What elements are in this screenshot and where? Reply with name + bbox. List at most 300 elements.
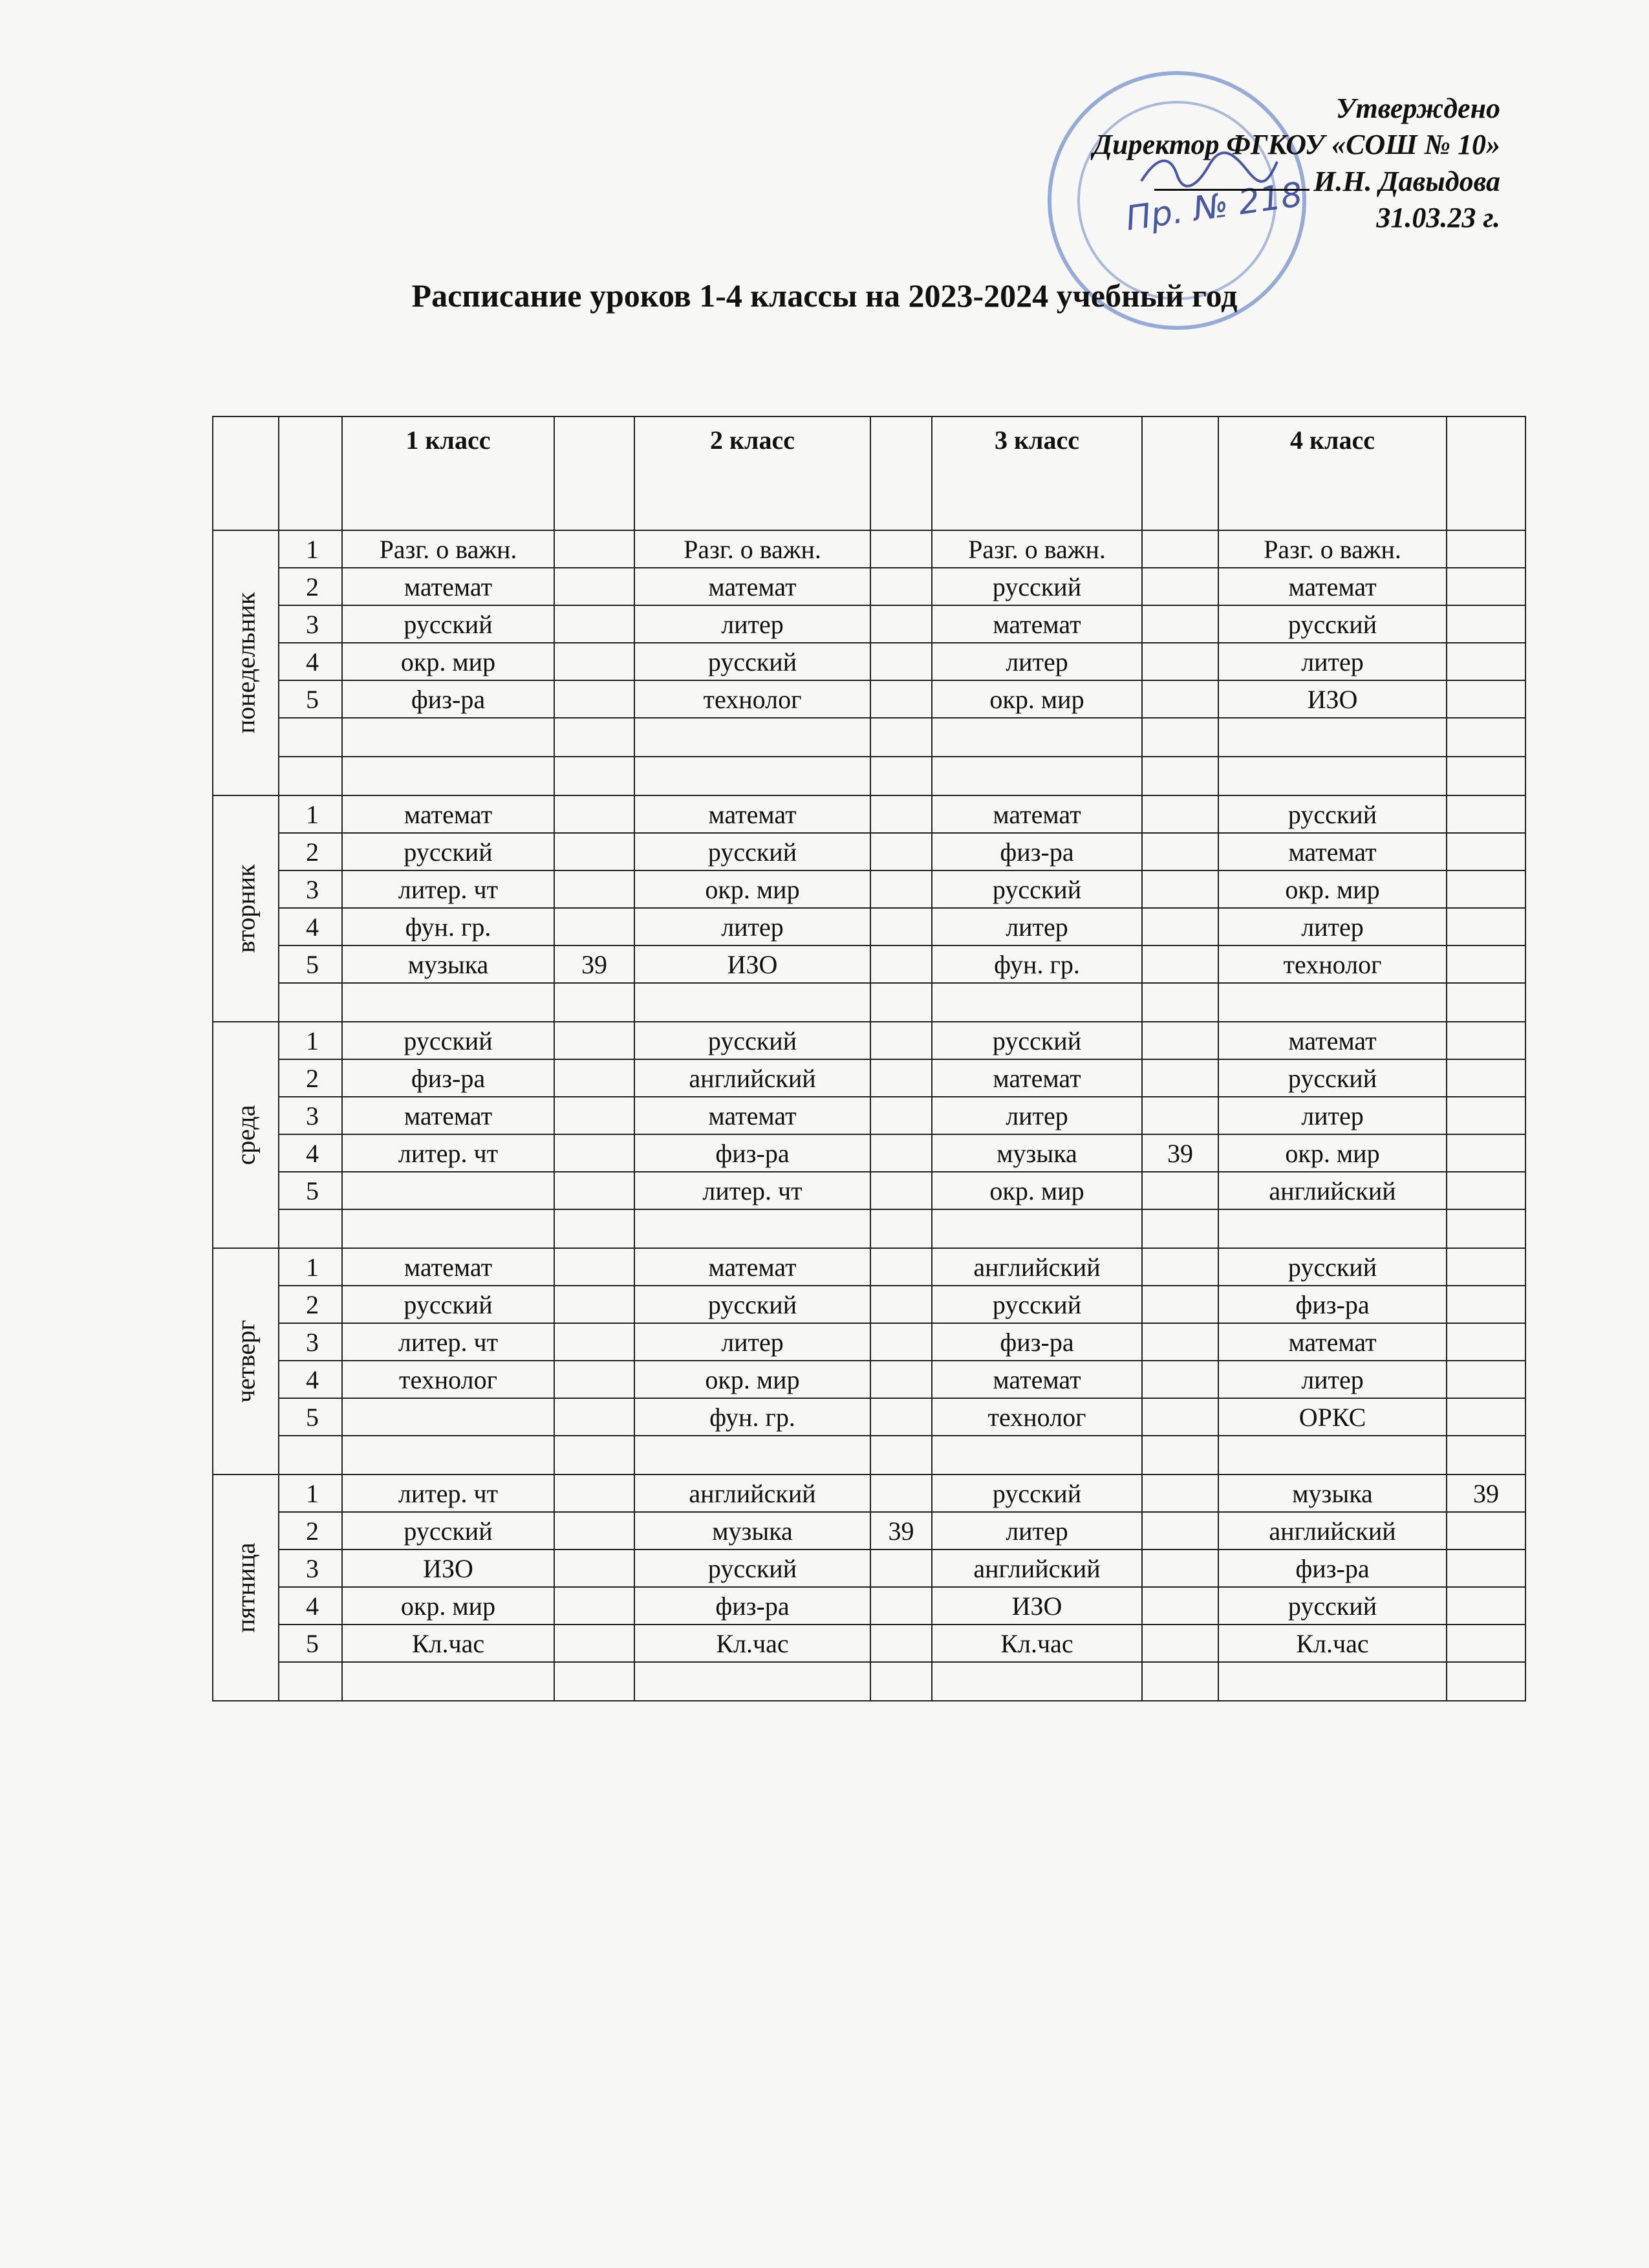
class-4-room xyxy=(1447,1398,1525,1436)
table-row xyxy=(213,1550,1525,1587)
table-row xyxy=(213,757,1525,795)
lesson-number: 3 xyxy=(279,870,342,908)
lesson-number: 5 xyxy=(279,1172,342,1209)
class-4-subject: физ-ра xyxy=(1218,1550,1447,1587)
table-row xyxy=(213,1097,1525,1134)
room-header xyxy=(1142,416,1218,530)
table-row xyxy=(213,680,1525,718)
class-4-subject: ИЗО xyxy=(1218,680,1447,718)
class-2-subject: русский xyxy=(634,1550,870,1587)
class-4-room xyxy=(1447,568,1525,605)
class-3-subject: русский xyxy=(932,870,1142,908)
lesson-number xyxy=(279,757,342,795)
class-1-subject: русский xyxy=(342,1022,554,1059)
class-3-subject: окр. мир xyxy=(932,680,1142,718)
class-4-subject: технолог xyxy=(1218,945,1447,983)
class-1-room xyxy=(554,1625,634,1662)
class-2-subject: фун. гр. xyxy=(634,1398,870,1436)
class-2-subject: окр. мир xyxy=(634,1361,870,1398)
class-3-subject: ИЗО xyxy=(932,1587,1142,1625)
lesson-number: 2 xyxy=(279,833,342,870)
class-4-subject: литер xyxy=(1218,1361,1447,1398)
class-4-room xyxy=(1447,983,1525,1022)
class-2-subject: русский xyxy=(634,833,870,870)
class-2-room xyxy=(870,718,932,757)
day-name: пятница xyxy=(231,1542,261,1633)
lesson-number xyxy=(279,718,342,757)
class-2-room xyxy=(870,680,932,718)
class-3-subject: литер xyxy=(932,1512,1142,1550)
lesson-number: 4 xyxy=(279,1587,342,1625)
class-3-room xyxy=(1142,908,1218,945)
class-3-room xyxy=(1142,1059,1218,1097)
class-4-room xyxy=(1447,1248,1525,1286)
class-2-room xyxy=(870,605,932,643)
class-3-room xyxy=(1142,1097,1218,1134)
class-1-room xyxy=(554,1209,634,1248)
class-4-subject: математ xyxy=(1218,833,1447,870)
class-1-subject: математ xyxy=(342,1097,554,1134)
table-row xyxy=(213,1625,1525,1662)
page-title: Расписание уроков 1-4 классы на 2023-2024 учебный год xyxy=(411,277,1238,314)
lesson-number: 3 xyxy=(279,1550,342,1587)
class-3-subject xyxy=(932,757,1142,795)
class-4-subject: русский xyxy=(1218,795,1447,833)
class-1-room xyxy=(554,757,634,795)
class-3-subject: литер xyxy=(932,643,1142,680)
class-4-room xyxy=(1447,1662,1525,1701)
class-2-room xyxy=(870,1172,932,1209)
class-3-subject: окр. мир xyxy=(932,1172,1142,1209)
class-3-subject: математ xyxy=(932,1059,1142,1097)
class-2-subject: технолог xyxy=(634,680,870,718)
class-3-room xyxy=(1142,870,1218,908)
class-4-subject: Кл.час xyxy=(1218,1625,1447,1662)
class-4-room xyxy=(1447,1172,1525,1209)
class-4-room xyxy=(1447,718,1525,757)
class-4-room xyxy=(1447,1059,1525,1097)
class-4-subject: ОРКС xyxy=(1218,1398,1447,1436)
class-1-subject: окр. мир xyxy=(342,643,554,680)
class-3-room xyxy=(1142,795,1218,833)
lesson-number: 5 xyxy=(279,680,342,718)
class-2-room xyxy=(870,1248,932,1286)
class-2-subject xyxy=(634,1662,870,1701)
class-1-subject: математ xyxy=(342,795,554,833)
table-row xyxy=(213,1323,1525,1361)
class-1-room xyxy=(554,1022,634,1059)
class-2-room xyxy=(870,870,932,908)
lesson-number: 4 xyxy=(279,643,342,680)
table-row xyxy=(213,568,1525,605)
class-1-subject: литер. чт xyxy=(342,1134,554,1172)
class-3-subject: Кл.час xyxy=(932,1625,1142,1662)
class-4-subject: русский xyxy=(1218,1059,1447,1097)
class-1-subject xyxy=(342,718,554,757)
class-3-room xyxy=(1142,1436,1218,1474)
lesson-number: 3 xyxy=(279,1323,342,1361)
class-1-subject: математ xyxy=(342,1248,554,1286)
class-3-subject: математ xyxy=(932,795,1142,833)
lesson-number: 1 xyxy=(279,795,342,833)
lesson-number xyxy=(279,983,342,1022)
class-4-subject: литер xyxy=(1218,643,1447,680)
class-2-subject xyxy=(634,1436,870,1474)
class-4-room xyxy=(1447,1097,1525,1134)
approval-block xyxy=(1093,91,1500,236)
class-4-subject: литер xyxy=(1218,1097,1447,1134)
class-4-room xyxy=(1447,1134,1525,1172)
class-1-room xyxy=(554,1474,634,1512)
class-1-subject: русский xyxy=(342,833,554,870)
class-2-subject: ИЗО xyxy=(634,945,870,983)
class-4-room xyxy=(1447,870,1525,908)
class-4-subject: английский xyxy=(1218,1172,1447,1209)
class-1-room xyxy=(554,1361,634,1398)
class-4-room: 39 xyxy=(1447,1474,1525,1512)
room-header xyxy=(1447,416,1525,530)
class-1-room xyxy=(554,908,634,945)
class-3-subject xyxy=(932,718,1142,757)
class-2-room xyxy=(870,795,932,833)
lesson-number: 5 xyxy=(279,1398,342,1436)
class-2-room xyxy=(870,1286,932,1323)
room-header xyxy=(554,416,634,530)
class-2-subject: окр. мир xyxy=(634,870,870,908)
class-3-room xyxy=(1142,983,1218,1022)
class-1-room xyxy=(554,1097,634,1134)
class-1-room xyxy=(554,1134,634,1172)
class-4-room xyxy=(1447,1022,1525,1059)
table-row xyxy=(213,1512,1525,1550)
class-1-room xyxy=(554,1286,634,1323)
class-4-room xyxy=(1447,680,1525,718)
class-2-room xyxy=(870,908,932,945)
class-1-subject: музыка xyxy=(342,945,554,983)
class-1-header: 1 класс xyxy=(342,416,554,530)
class-2-room xyxy=(870,568,932,605)
class-1-subject: Разг. о важн. xyxy=(342,530,554,568)
class-2-room xyxy=(870,945,932,983)
class-1-subject xyxy=(342,1398,554,1436)
day-cell xyxy=(213,1474,279,1701)
class-1-room xyxy=(554,1436,634,1474)
class-3-subject xyxy=(932,1662,1142,1701)
class-2-room xyxy=(870,1209,932,1248)
class-2-room xyxy=(870,1323,932,1361)
class-1-subject: литер. чт xyxy=(342,1474,554,1512)
class-3-room xyxy=(1142,680,1218,718)
class-1-subject: технолог xyxy=(342,1361,554,1398)
class-1-subject: физ-ра xyxy=(342,680,554,718)
class-3-subject: литер xyxy=(932,1097,1142,1134)
approval-director: Директор ФГКОУ «СОШ № 10» xyxy=(1093,129,1500,160)
class-2-room xyxy=(870,1361,932,1398)
class-1-room xyxy=(554,1172,634,1209)
lesson-number: 3 xyxy=(279,605,342,643)
class-3-subject: физ-ра xyxy=(932,833,1142,870)
class-2-subject: литер. чт xyxy=(634,1172,870,1209)
class-2-room xyxy=(870,757,932,795)
class-3-room xyxy=(1142,1172,1218,1209)
class-2-subject: русский xyxy=(634,1022,870,1059)
class-3-subject: фун. гр. xyxy=(932,945,1142,983)
class-4-subject: математ xyxy=(1218,1022,1447,1059)
class-1-room xyxy=(554,1512,634,1550)
class-3-room xyxy=(1142,833,1218,870)
class-4-subject xyxy=(1218,757,1447,795)
class-1-room xyxy=(554,1398,634,1436)
class-3-subject xyxy=(932,983,1142,1022)
class-4-room xyxy=(1447,908,1525,945)
class-3-subject: английский xyxy=(932,1550,1142,1587)
class-4-room xyxy=(1447,757,1525,795)
class-2-room xyxy=(870,833,932,870)
class-4-subject: музыка xyxy=(1218,1474,1447,1512)
class-2-room xyxy=(870,1097,932,1134)
class-3-header: 3 класс xyxy=(932,416,1142,530)
class-1-room xyxy=(554,1550,634,1587)
class-3-subject: Разг. о важн. xyxy=(932,530,1142,568)
class-2-room xyxy=(870,983,932,1022)
class-2-subject: английский xyxy=(634,1059,870,1097)
class-2-subject xyxy=(634,1209,870,1248)
class-4-room xyxy=(1447,530,1525,568)
class-1-subject: фун. гр. xyxy=(342,908,554,945)
class-4-room xyxy=(1447,1625,1525,1662)
class-1-subject xyxy=(342,757,554,795)
lesson-number: 1 xyxy=(279,1022,342,1059)
class-1-room xyxy=(554,605,634,643)
day-cell xyxy=(213,1022,279,1248)
class-2-header: 2 класс xyxy=(634,416,870,530)
lesson-number xyxy=(279,1662,342,1701)
class-4-room xyxy=(1447,1323,1525,1361)
class-3-room xyxy=(1142,568,1218,605)
class-3-subject: литер xyxy=(932,908,1142,945)
class-3-room xyxy=(1142,945,1218,983)
class-2-subject: литер xyxy=(634,1323,870,1361)
class-2-room xyxy=(870,643,932,680)
class-3-subject: русский xyxy=(932,568,1142,605)
header-day-cell xyxy=(213,416,279,530)
class-1-room xyxy=(554,983,634,1022)
signature-line xyxy=(1154,163,1310,191)
class-1-room xyxy=(554,1662,634,1701)
class-3-subject: технолог xyxy=(932,1398,1142,1436)
class-1-subject xyxy=(342,1172,554,1209)
class-2-subject: физ-ра xyxy=(634,1134,870,1172)
class-4-room xyxy=(1447,1587,1525,1625)
class-4-room xyxy=(1447,1436,1525,1474)
approval-signer xyxy=(1093,163,1500,200)
lesson-number: 1 xyxy=(279,1474,342,1512)
table-row xyxy=(213,1474,1525,1512)
table-row xyxy=(213,1587,1525,1625)
table-row xyxy=(213,1134,1525,1172)
class-2-subject: математ xyxy=(634,1097,870,1134)
class-2-room: 39 xyxy=(870,1512,932,1550)
lesson-number: 2 xyxy=(279,1059,342,1097)
day-name: понедельник xyxy=(231,592,261,734)
table-row xyxy=(213,1248,1525,1286)
lesson-number: 4 xyxy=(279,908,342,945)
class-4-subject xyxy=(1218,1209,1447,1248)
table-row xyxy=(213,1398,1525,1436)
class-1-room xyxy=(554,833,634,870)
class-3-subject: математ xyxy=(932,1361,1142,1398)
class-1-subject: русский xyxy=(342,1512,554,1550)
class-4-room xyxy=(1447,605,1525,643)
header-row xyxy=(213,416,1525,530)
approval-signer-name: И.Н. Давыдова xyxy=(1313,166,1500,197)
class-3-room xyxy=(1142,1248,1218,1286)
stamp-order-number: Пр. № 218 xyxy=(1123,175,1305,239)
class-2-room xyxy=(870,1474,932,1512)
class-2-subject: математ xyxy=(634,1248,870,1286)
class-2-room xyxy=(870,1662,932,1701)
class-3-room xyxy=(1142,1625,1218,1662)
class-3-room xyxy=(1142,1550,1218,1587)
class-4-room xyxy=(1447,1286,1525,1323)
class-2-subject: русский xyxy=(634,643,870,680)
table-row xyxy=(213,1436,1525,1474)
class-4-subject: окр. мир xyxy=(1218,1134,1447,1172)
table-row xyxy=(213,605,1525,643)
class-3-room xyxy=(1142,1022,1218,1059)
class-2-subject: Кл.час xyxy=(634,1625,870,1662)
class-1-room xyxy=(554,1059,634,1097)
class-2-subject xyxy=(634,983,870,1022)
lesson-number: 5 xyxy=(279,945,342,983)
class-3-subject: английский xyxy=(932,1248,1142,1286)
class-1-subject: Кл.час xyxy=(342,1625,554,1662)
class-4-subject xyxy=(1218,718,1447,757)
class-2-subject xyxy=(634,757,870,795)
class-4-room xyxy=(1447,1512,1525,1550)
class-1-subject: математ xyxy=(342,568,554,605)
day-name: вторник xyxy=(231,864,261,953)
table-row xyxy=(213,643,1525,680)
lesson-number: 1 xyxy=(279,530,342,568)
table-row xyxy=(213,1172,1525,1209)
class-2-room xyxy=(870,1134,932,1172)
class-2-room xyxy=(870,530,932,568)
class-1-room xyxy=(554,568,634,605)
class-3-room xyxy=(1142,1587,1218,1625)
table-row xyxy=(213,1361,1525,1398)
class-1-subject: ИЗО xyxy=(342,1550,554,1587)
lesson-number: 3 xyxy=(279,1097,342,1134)
class-4-subject: физ-ра xyxy=(1218,1286,1447,1323)
class-1-room xyxy=(554,1587,634,1625)
class-4-room xyxy=(1447,1361,1525,1398)
class-4-subject xyxy=(1218,1662,1447,1701)
table-row xyxy=(213,1059,1525,1097)
class-4-subject xyxy=(1218,983,1447,1022)
class-1-subject: физ-ра xyxy=(342,1059,554,1097)
table-row xyxy=(213,1209,1525,1248)
class-2-room xyxy=(870,1625,932,1662)
class-3-subject: музыка xyxy=(932,1134,1142,1172)
class-1-subject: русский xyxy=(342,605,554,643)
table-row xyxy=(213,983,1525,1022)
class-3-subject: математ xyxy=(932,605,1142,643)
class-4-room xyxy=(1447,945,1525,983)
class-2-subject: английский xyxy=(634,1474,870,1512)
class-4-room xyxy=(1447,1209,1525,1248)
class-3-room xyxy=(1142,1474,1218,1512)
lesson-number: 4 xyxy=(279,1134,342,1172)
room-header xyxy=(870,416,932,530)
class-3-room xyxy=(1142,530,1218,568)
table-row xyxy=(213,795,1525,833)
class-1-subject xyxy=(342,1436,554,1474)
class-3-room xyxy=(1142,1286,1218,1323)
class-4-room xyxy=(1447,833,1525,870)
class-2-subject: литер xyxy=(634,605,870,643)
class-3-room xyxy=(1142,1209,1218,1248)
lesson-number: 2 xyxy=(279,568,342,605)
table-row xyxy=(213,1662,1525,1701)
approval-date: 31.03.23 г. xyxy=(1376,202,1500,233)
class-1-room xyxy=(554,1248,634,1286)
class-1-subject: окр. мир xyxy=(342,1587,554,1625)
day-cell xyxy=(213,530,279,795)
class-1-room xyxy=(554,680,634,718)
approval-label: Утверждено xyxy=(1335,92,1500,124)
class-2-room xyxy=(870,1398,932,1436)
class-3-subject: русский xyxy=(932,1022,1142,1059)
day-name: четверг xyxy=(231,1319,261,1403)
table-row xyxy=(213,945,1525,983)
class-4-subject: русский xyxy=(1218,1248,1447,1286)
class-4-subject: окр. мир xyxy=(1218,870,1447,908)
class-3-room: 39 xyxy=(1142,1134,1218,1172)
class-4-subject: литер xyxy=(1218,908,1447,945)
class-2-room xyxy=(870,1550,932,1587)
class-2-room xyxy=(870,1587,932,1625)
class-2-subject: Разг. о важн. xyxy=(634,530,870,568)
lesson-number: 1 xyxy=(279,1248,342,1286)
lesson-number xyxy=(279,1209,342,1248)
header-num-cell xyxy=(279,416,342,530)
class-4-subject: русский xyxy=(1218,605,1447,643)
class-1-room xyxy=(554,643,634,680)
class-3-subject: физ-ра xyxy=(932,1323,1142,1361)
class-3-subject xyxy=(932,1436,1142,1474)
class-4-subject: русский xyxy=(1218,1587,1447,1625)
table-row xyxy=(213,908,1525,945)
class-3-room xyxy=(1142,1398,1218,1436)
class-3-subject xyxy=(932,1209,1142,1248)
class-3-room xyxy=(1142,757,1218,795)
class-1-subject: литер. чт xyxy=(342,870,554,908)
table-row xyxy=(213,1286,1525,1323)
lesson-number: 5 xyxy=(279,1625,342,1662)
class-2-subject: русский xyxy=(634,1286,870,1323)
class-1-room xyxy=(554,530,634,568)
class-4-header: 4 класс xyxy=(1218,416,1447,530)
class-3-room xyxy=(1142,605,1218,643)
class-2-room xyxy=(870,1436,932,1474)
class-1-subject: литер. чт xyxy=(342,1323,554,1361)
class-2-room xyxy=(870,1022,932,1059)
class-3-room xyxy=(1142,643,1218,680)
lesson-number: 2 xyxy=(279,1286,342,1323)
class-1-subject: русский xyxy=(342,1286,554,1323)
class-1-room xyxy=(554,795,634,833)
